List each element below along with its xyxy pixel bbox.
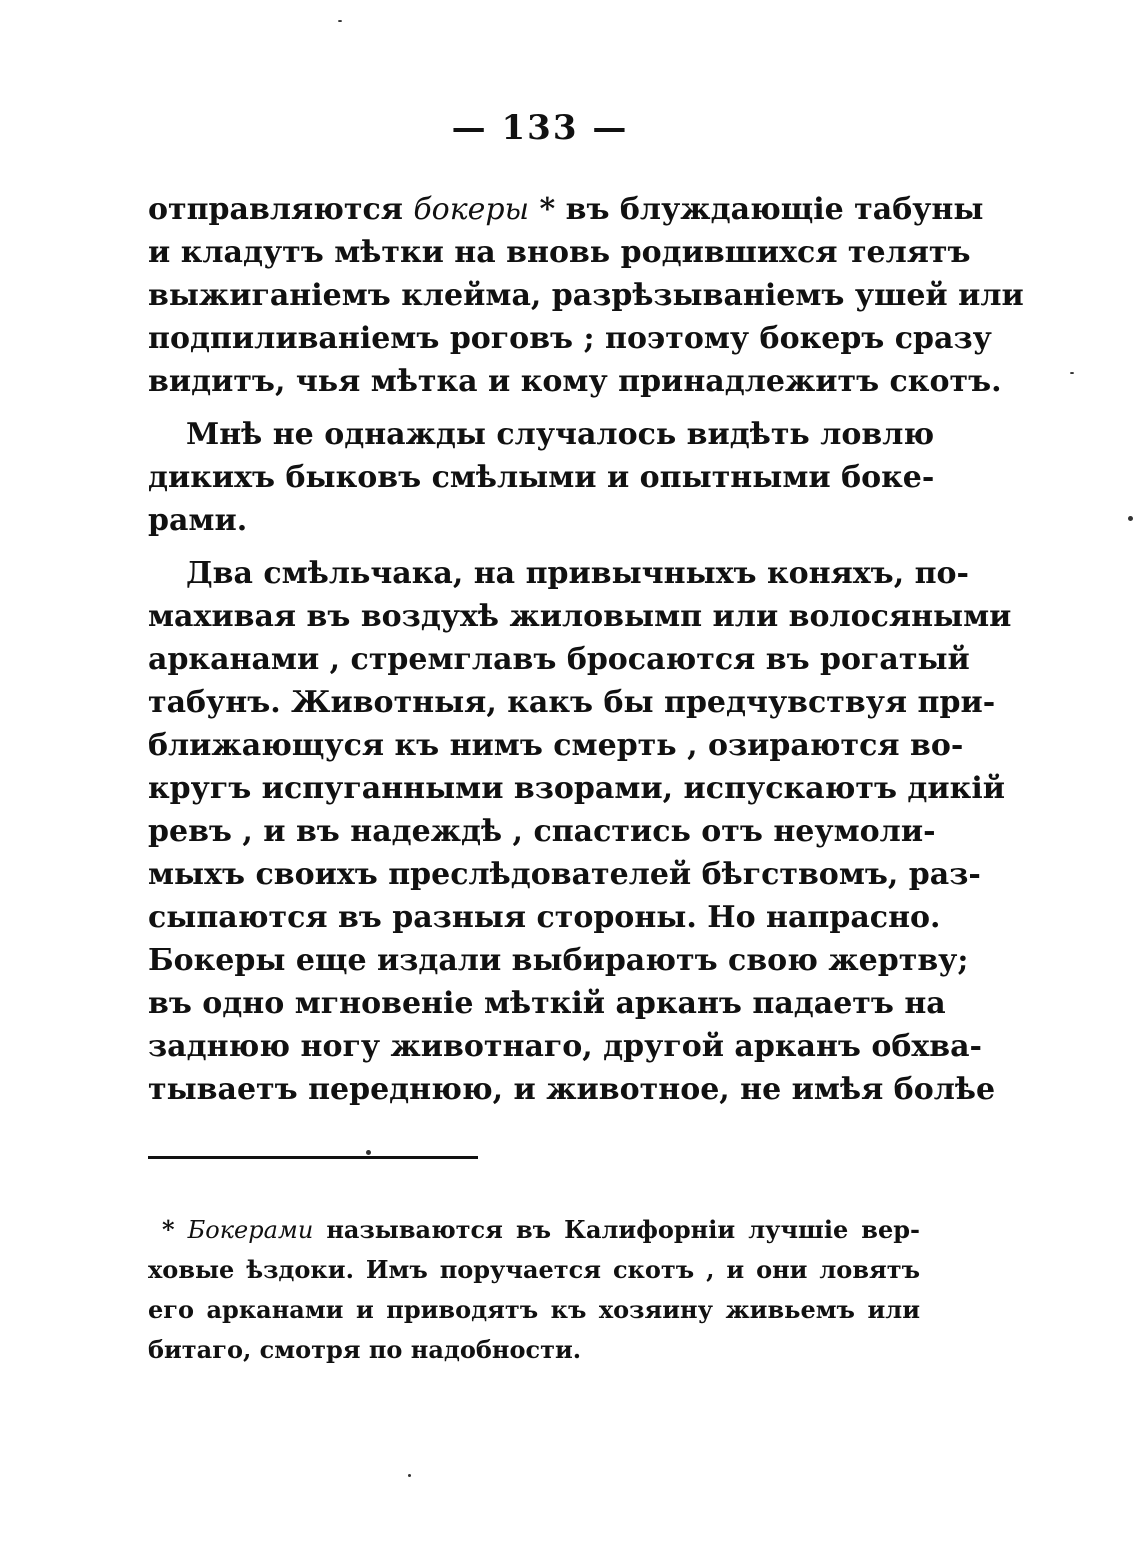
paragraph-3 (148, 552, 1012, 1111)
footnote (148, 1210, 920, 1370)
text-line: мыхъ своихъ преслѣдователей бѣгствомъ, раз- (148, 857, 981, 892)
scan-speck (1070, 372, 1074, 374)
text-line: выжиганіемъ клейма, разрѣзываніемъ ушей или (148, 278, 1024, 313)
text-line: тываетъ переднюю, и животное, не имѣя болѣе (148, 1072, 996, 1107)
text-line: Мнѣ не однажды случалось видѣть ловлю (186, 417, 935, 452)
footnote-line: его арканами и приводятъ къ хозяину живьемъ или (148, 1295, 920, 1324)
text-line: сыпаются въ разныя стороны. Но напрасно. (148, 900, 941, 935)
scan-speck (1128, 516, 1133, 521)
text-line: Два смѣльчака, на привычныхъ коняхъ, по- (186, 556, 970, 591)
text-line: арканами , стремглавъ бросаются въ рогатый (148, 642, 970, 677)
paragraph-1 (148, 188, 1024, 403)
text-line: рами. (148, 503, 248, 538)
scan-speck (338, 20, 342, 22)
footnote-line: * Бокерами называются въ Калифорніи лучшіе вер- (162, 1215, 920, 1244)
term-bokery: бокеры (413, 192, 530, 227)
text-line: кругъ испуганными взорами, испускаютъ дикій (148, 771, 1005, 806)
footnote-line: битаго, смотря по надобности. (148, 1335, 582, 1364)
text-line: видитъ, чья мѣтка и кому принадлежитъ скотъ. (148, 364, 1002, 399)
footnote-divider (148, 1156, 478, 1159)
text-line: ревъ , и въ надеждѣ , спастись отъ неумоли- (148, 814, 936, 849)
text-line: Бокеры еще издали выбираютъ свою жертву; (148, 943, 969, 978)
text-line: подпиливаніемъ роговъ ; поэтому бокеръ сразу (148, 321, 992, 356)
paragraph-2 (148, 413, 935, 542)
scan-speck (408, 1474, 411, 1477)
term-bokerami: Бокерами (187, 1216, 314, 1244)
text-line: въ одно мгновеніе мѣткій арканъ падаетъ на (148, 986, 946, 1021)
page-number: — 133 — (451, 108, 629, 148)
text-line: отправляются бокеры * въ блуждающіе табуны (148, 192, 984, 227)
footnote-line: ховые ѣздоки. Имъ поручается скотъ , и они ловятъ (148, 1255, 920, 1284)
scan-speck (366, 1150, 371, 1155)
text-line: заднюю ногу животнаго, другой арканъ обхва- (148, 1029, 983, 1064)
text-line: и кладутъ мѣтки на вновь родившихся телятъ (148, 235, 971, 270)
main-text (148, 188, 1024, 1111)
text-line: махивая въ воздухѣ жиловымп или волосяными (148, 599, 1012, 634)
text-line: ближающуся къ нимъ смерть , озираются во- (148, 728, 964, 763)
text-line: дикихъ быковъ смѣлыми и опытными боке- (148, 460, 935, 495)
text-line: табунъ. Животныя, какъ бы предчувствуя при- (148, 685, 996, 720)
